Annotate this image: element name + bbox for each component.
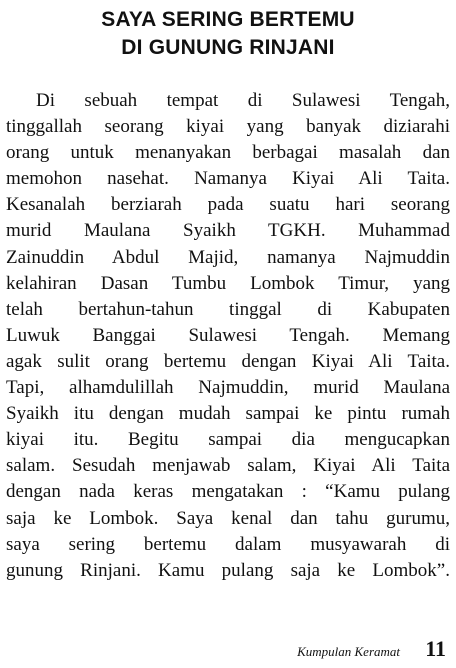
paragraph-line: murid Maulana Syaikh TGKH. Muhammad: [6, 220, 450, 242]
paragraph-line: telah bertahun-tahun tinggal di Kabupaten: [6, 298, 450, 320]
paragraph-line: agak sulit orang bertemu dengan Kiyai Ali Taita.: [6, 350, 450, 372]
chapter-title-line-1: SAYA SERING BERTEMU: [101, 8, 355, 31]
paragraph-line: dengan nada keras mengatakan : “Kamu pulang: [6, 481, 450, 503]
book-title: Kumpulan Keramat: [297, 644, 400, 659]
paragraph-line: gunung Rinjani. Kamu pulang saja ke Lombok”.: [6, 559, 450, 581]
paragraph-line: saja ke Lombok. Saya kenal dan tahu gurumu,: [6, 507, 450, 529]
paragraph-line: tinggallah seorang kiyai yang banyak diziarahi: [6, 116, 450, 138]
chapter-title-line-2: DI GUNUNG RINJANI: [121, 36, 335, 59]
paragraph-line: Luwuk Banggai Sulawesi Tengah. Memang: [6, 324, 450, 346]
paragraph-line: Tapi, alhamdulillah Najmuddin, murid Maulana: [6, 377, 450, 399]
paragraph-line: orang untuk menanyakan berbagai masalah dan: [6, 142, 450, 164]
page-number: 11: [425, 636, 446, 661]
paragraph-line: Kesanalah berziarah pada suatu hari seorang: [6, 194, 450, 216]
paragraph-line: saya sering bertemu dalam musyawarah di: [6, 533, 450, 555]
paragraph-line: salam. Sesudah menjawab salam, Kiyai Ali Taita: [6, 455, 450, 477]
body-paragraph: [6, 88, 450, 584]
paragraph-line: kelahiran Dasan Tumbu Lombok Timur, yang: [6, 272, 450, 294]
paragraph-line: Di sebuah tempat di Sulawesi Tengah,: [36, 90, 450, 111]
page-footer: [0, 636, 456, 662]
paragraph-line: memohon nasehat. Namanya Kiyai Ali Taita.: [6, 168, 450, 190]
paragraph-line: kiyai itu. Begitu sampai dia mengucapkan: [6, 429, 450, 451]
paragraph-line: Zainuddin Abdul Majid, namanya Najmuddin: [6, 246, 450, 268]
paragraph-line: Syaikh itu dengan mudah sampai ke pintu rumah: [6, 403, 450, 425]
